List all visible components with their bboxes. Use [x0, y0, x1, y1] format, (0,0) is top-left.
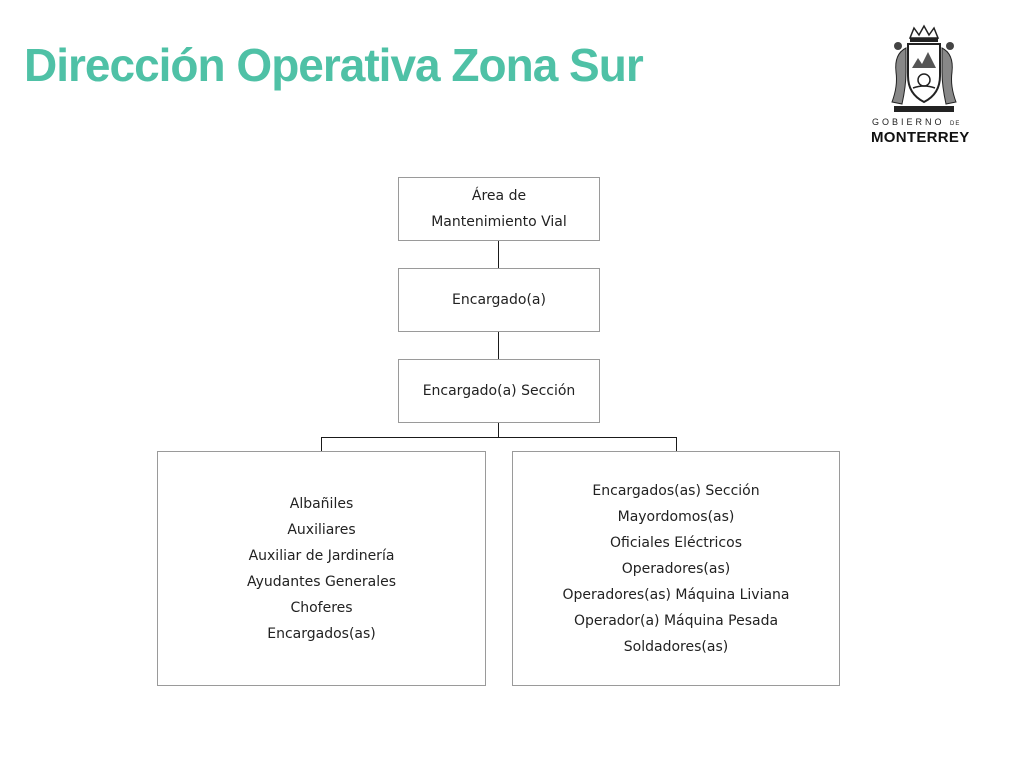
org-box-encargado [398, 268, 600, 332]
logo-text-gobierno: GOBIERNO [872, 117, 945, 127]
org-role: Encargados(as) Sección [592, 482, 760, 499]
connector-manager-to-section [498, 332, 499, 359]
org-box-encargado-seccion [398, 359, 600, 423]
connector-to-right-group [676, 437, 677, 451]
connector-horizontal-bar [321, 437, 677, 438]
org-role: Albañiles [289, 495, 354, 512]
org-box-area-mantenimiento-vial [398, 177, 600, 241]
connector-section-down [498, 422, 499, 437]
logo-text-monterrey: MONTERREY [871, 129, 970, 146]
org-role: Oficiales Eléctricos [610, 534, 742, 551]
org-box-encargado-label: Encargado(a) [452, 292, 546, 308]
org-role: Mayordomos(as) [617, 508, 735, 525]
org-role: Ayudantes Generales [246, 573, 397, 590]
org-role: Operadores(as) [621, 560, 731, 577]
org-role: Choferes [290, 599, 353, 616]
org-box-area-line2: Mantenimiento Vial [431, 214, 567, 230]
logo-text-de: DE [950, 121, 961, 127]
coat-of-arms-icon [886, 24, 962, 114]
org-role: Operador(a) Máquina Pesada [573, 612, 779, 629]
org-box-right-group [512, 451, 840, 686]
org-box-area-line1: Área de [471, 188, 527, 204]
org-role: Auxiliares [287, 521, 356, 538]
org-role: Soldadores(as) [623, 638, 729, 655]
connector-area-to-manager [498, 241, 499, 269]
org-box-encargado-seccion-label: Encargado(a) Sección [422, 383, 576, 399]
org-box-left-group [157, 451, 486, 686]
org-role: Auxiliar de Jardinería [248, 547, 395, 564]
gobierno-monterrey-logo [866, 24, 978, 148]
page-title: Dirección Operativa Zona Sur [24, 39, 643, 91]
org-role: Operadores(as) Máquina Liviana [562, 586, 790, 603]
connector-to-left-group [321, 437, 322, 451]
org-role: Encargados(as) [267, 625, 376, 642]
